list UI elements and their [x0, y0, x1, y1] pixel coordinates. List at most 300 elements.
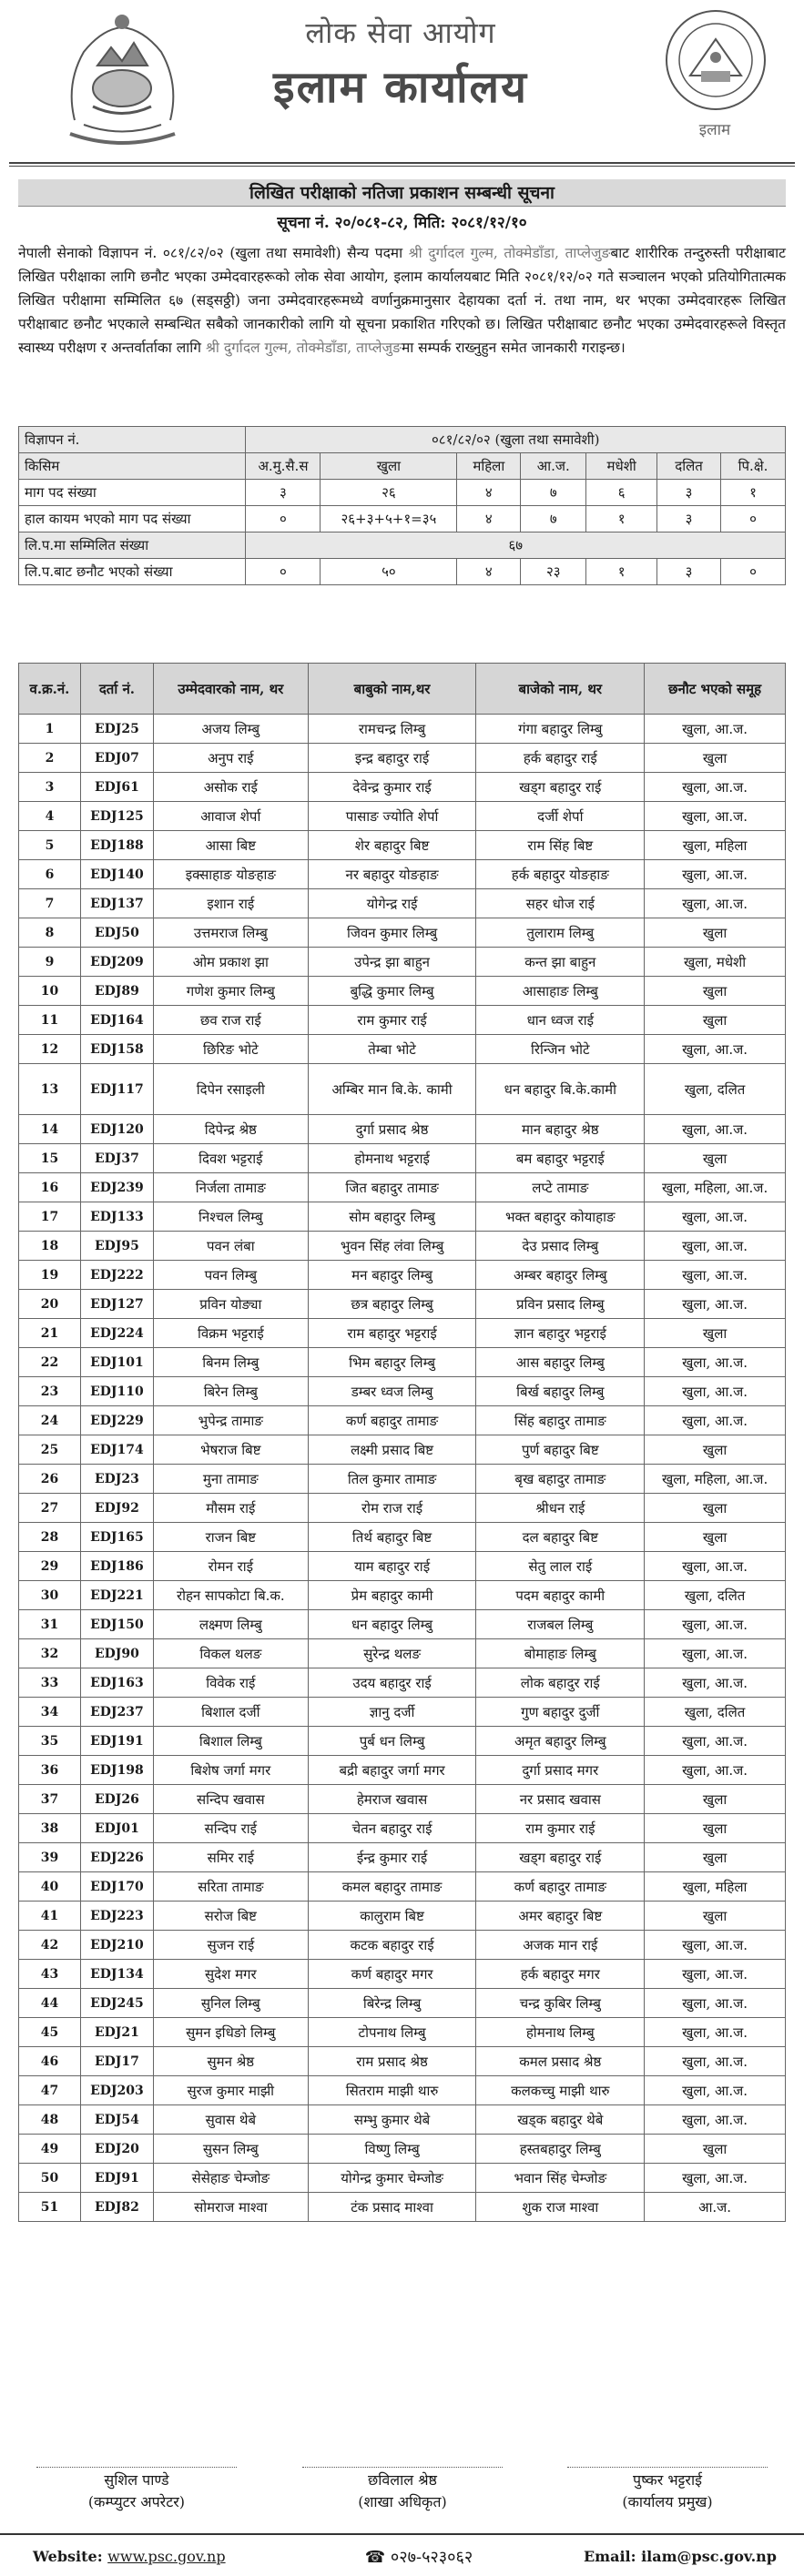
roll-no: EDJ224 — [80, 1319, 153, 1348]
candidate-name: बिशाल दर्जी — [153, 1698, 308, 1727]
table-row — [19, 1290, 786, 1319]
roll-no: EDJ210 — [80, 1931, 153, 1960]
selected-group: खुला, आ.ज. — [645, 1035, 786, 1064]
selected-group: खुला — [645, 744, 786, 773]
table-row — [19, 1552, 786, 1581]
roll-no: EDJ150 — [80, 1610, 153, 1639]
candidate-name: आसा बिष्ट — [153, 831, 308, 860]
grandfather-name: कन्त झा बाहुन — [476, 948, 645, 977]
selected-group: खुला — [645, 1902, 786, 1931]
candidate-name: सुमन इधिङो लिम्बु — [153, 2018, 308, 2047]
header-divider — [9, 162, 795, 167]
website-link[interactable]: www.psc.gov.np — [107, 2548, 226, 2565]
roll-no: EDJ07 — [80, 744, 153, 773]
email-link[interactable]: ilam@psc.gov.np — [641, 2548, 777, 2565]
email: Email: ilam@psc.gov.np — [583, 2548, 777, 2565]
serial-no: 17 — [19, 1202, 81, 1232]
candidate-name: निर्जला तामाङ — [153, 1173, 308, 1202]
roll-no: EDJ209 — [80, 948, 153, 977]
table-row — [19, 1202, 786, 1232]
father-name: राम प्रसाद श्रेष्ठ — [308, 2047, 476, 2076]
grandfather-name: सिंह बहादुर तामाङ — [476, 1406, 645, 1435]
grandfather-name: पुर्ण बहादुर बिष्ट — [476, 1435, 645, 1465]
candidate-name: इशान राई — [153, 889, 308, 918]
grandfather-name: होमनाथ लिम्बु — [476, 2018, 645, 2047]
grandfather-name: राजबल लिम्बु — [476, 1610, 645, 1639]
roll-no: EDJ226 — [80, 1843, 153, 1872]
roll-no: EDJ101 — [80, 1348, 153, 1377]
grandfather-name: बृख बहादुर तामाङ — [476, 1465, 645, 1494]
serial-no: 30 — [19, 1581, 81, 1610]
candidate-name: रोहन सापकोटा बि.क. — [153, 1581, 308, 1610]
candidate-name: दिवश भट्टराई — [153, 1144, 308, 1173]
table-row — [19, 802, 786, 831]
serial-no: 4 — [19, 802, 81, 831]
grandfather-name: धान ध्वज राई — [476, 1006, 645, 1035]
signature-2: छविलाल श्रेष्ठ (शाखा अधिकृत) — [284, 2467, 521, 2513]
serial-no: 18 — [19, 1232, 81, 1261]
table-row — [19, 1581, 786, 1610]
table-row — [19, 715, 786, 744]
grandfather-name: श्रीधन राई — [476, 1494, 645, 1523]
table-row — [19, 1115, 786, 1144]
roll-no: EDJ221 — [80, 1581, 153, 1610]
table-row — [19, 1232, 786, 1261]
father-name: ज्ञानु दर्जी — [308, 1698, 476, 1727]
roll-no: EDJ223 — [80, 1902, 153, 1931]
table-row — [19, 1377, 786, 1406]
selected-group: खुला, आ.ज. — [645, 1931, 786, 1960]
father-name: टोपनाथ लिम्बु — [308, 2018, 476, 2047]
candidate-name: पवन लिम्बु — [153, 1261, 308, 1290]
selected-group: खुला, आ.ज. — [645, 1202, 786, 1232]
father-name: मन बहादुर लिम्बु — [308, 1261, 476, 1290]
selected-group: खुला — [645, 1319, 786, 1348]
candidate-name: असोक राई — [153, 773, 308, 802]
table-row — [19, 860, 786, 889]
grandfather-name: नर प्रसाद खवास — [476, 1785, 645, 1814]
grandfather-name: खड्ग बहादुर राई — [476, 1843, 645, 1872]
candidate-name: इक्साहाङ योङहाङ — [153, 860, 308, 889]
psc-logo-icon — [663, 7, 768, 117]
candidate-name: राजन बिष्ट — [153, 1523, 308, 1552]
grandfather-name: मान बहादुर श्रेष्ठ — [476, 1115, 645, 1144]
grandfather-name: प्रविन प्रसाद लिम्बु — [476, 1290, 645, 1319]
father-name: राम कुमार राई — [308, 1006, 476, 1035]
grandfather-name: अजक मान राई — [476, 1931, 645, 1960]
grandfather-name: आस बहादुर लिम्बु — [476, 1348, 645, 1377]
father-name: हेमराज खवास — [308, 1785, 476, 1814]
table-row: हाल कायम भएको माग पद संख्या ० २६+३+५+१=३५ ४ ७ १ ३ ० — [19, 506, 786, 532]
candidate-name: पवन लंबा — [153, 1232, 308, 1261]
father-name: जित बहादुर तामाङ — [308, 1173, 476, 1202]
roll-no: EDJ186 — [80, 1552, 153, 1581]
father-name: अम्बिर मान बि.के. कामी — [308, 1064, 476, 1115]
candidate-name: प्रविन योङ्या — [153, 1290, 308, 1319]
father-name: उदय बहादुर राई — [308, 1668, 476, 1698]
father-name: सितराम माझी थारु — [308, 2076, 476, 2105]
table-row — [19, 1668, 786, 1698]
selected-group: खुला, आ.ज. — [645, 2047, 786, 2076]
serial-no: 28 — [19, 1523, 81, 1552]
table-row — [19, 918, 786, 948]
serial-no: 14 — [19, 1115, 81, 1144]
candidate-name: सुनिल लिम्बु — [153, 1989, 308, 2018]
table-row — [19, 1406, 786, 1435]
selected-group: खुला, आ.ज. — [645, 1377, 786, 1406]
table-row — [19, 1727, 786, 1756]
phone: ☎ ०२७-५२३०६२ — [364, 2548, 473, 2567]
selected-group: खुला, आ.ज. — [645, 860, 786, 889]
roll-no: EDJ26 — [80, 1785, 153, 1814]
father-name: कमल बहादुर तामाङ — [308, 1872, 476, 1902]
candidate-name: मुना तामाङ — [153, 1465, 308, 1494]
office-name: इलाम कार्यालय — [273, 62, 528, 113]
serial-no: 45 — [19, 2018, 81, 2047]
candidate-name: दिपेन्द्र श्रेष्ठ — [153, 1115, 308, 1144]
candidate-name: विकल थलङ — [153, 1639, 308, 1668]
candidate-name: सुवास थेबे — [153, 2105, 308, 2135]
table-row — [19, 744, 786, 773]
candidate-name: सरोज बिष्ट — [153, 1902, 308, 1931]
selected-group: खुला, दलित — [645, 1581, 786, 1610]
grandfather-name: खड्क बहादुर थेबे — [476, 2105, 645, 2135]
father-name: कर्ण बहादुर मगर — [308, 1960, 476, 1989]
father-name: तेम्बा भोटे — [308, 1035, 476, 1064]
candidate-name: छव राज राई — [153, 1006, 308, 1035]
roll-no: EDJ134 — [80, 1960, 153, 1989]
vacancy-summary-table — [18, 426, 786, 585]
signature-block — [18, 2467, 786, 2530]
selected-group: खुला, महिला — [645, 1872, 786, 1902]
candidate-name: सुरज कुमार माझी — [153, 2076, 308, 2105]
serial-no: 36 — [19, 1756, 81, 1785]
serial-no: 35 — [19, 1727, 81, 1756]
candidate-name: भुपेन्द्र तामाङ — [153, 1406, 308, 1435]
selected-group: खुला, आ.ज. — [645, 1406, 786, 1435]
serial-no: 37 — [19, 1785, 81, 1814]
table-row — [19, 2164, 786, 2193]
candidate-name: सेसेहाङ चेम्जोङ — [153, 2164, 308, 2193]
table-row — [19, 1785, 786, 1814]
selected-group: खुला, आ.ज. — [645, 715, 786, 744]
serial-no: 6 — [19, 860, 81, 889]
roll-no: EDJ174 — [80, 1435, 153, 1465]
grandfather-name: गुण बहादुर दुर्जी — [476, 1698, 645, 1727]
serial-no: 3 — [19, 773, 81, 802]
table-row — [19, 427, 786, 453]
roll-no: EDJ137 — [80, 889, 153, 918]
candidate-name: छिरिङ भोटे — [153, 1035, 308, 1064]
table-row — [19, 1523, 786, 1552]
org-name: लोक सेवा आयोग — [305, 15, 496, 50]
roll-no: EDJ82 — [80, 2193, 153, 2222]
serial-no: 50 — [19, 2164, 81, 2193]
candidate-name: सुमन श्रेष्ठ — [153, 2047, 308, 2076]
grandfather-name: रिन्जिन भोटे — [476, 1035, 645, 1064]
table-row — [19, 1931, 786, 1960]
selected-group: खुला, आ.ज. — [645, 802, 786, 831]
signature-1: सुशिल पाण्डे (कम्प्युटर अपरेटर) — [18, 2467, 255, 2513]
table-row — [19, 1465, 786, 1494]
selected-group: खुला, आ.ज. — [645, 1610, 786, 1639]
roll-no: EDJ170 — [80, 1872, 153, 1902]
father-name: चेतन बहादुर राई — [308, 1814, 476, 1843]
roll-no: EDJ158 — [80, 1035, 153, 1064]
table-row — [19, 773, 786, 802]
page-footer — [0, 2533, 804, 2576]
table-row — [19, 1035, 786, 1064]
father-name: कर्ण बहादुर तामाङ — [308, 1406, 476, 1435]
serial-no: 16 — [19, 1173, 81, 1202]
roll-no: EDJ37 — [80, 1144, 153, 1173]
roll-no: EDJ133 — [80, 1202, 153, 1232]
roll-no: EDJ188 — [80, 831, 153, 860]
roll-no: EDJ90 — [80, 1639, 153, 1668]
candidate-name: अजय लिम्बु — [153, 715, 308, 744]
father-name: पासाङ ज्योति शेर्पा — [308, 802, 476, 831]
table-row — [19, 1173, 786, 1202]
col-header: छनौट भएको समूह — [645, 664, 786, 715]
candidate-name: रोमन राई — [153, 1552, 308, 1581]
grandfather-name: अमृत बहादुर लिम्बु — [476, 1727, 645, 1756]
serial-no: 11 — [19, 1006, 81, 1035]
serial-no: 31 — [19, 1610, 81, 1639]
selected-group: खुला, आ.ज. — [645, 1552, 786, 1581]
father-name: शेर बहादुर बिष्ट — [308, 831, 476, 860]
col-header: बाजेको नाम, थर — [476, 664, 645, 715]
table-row — [19, 1756, 786, 1785]
candidate-name: अनुप राई — [153, 744, 308, 773]
roll-no: EDJ110 — [80, 1377, 153, 1406]
grandfather-name: अम्बर बहादुर लिम्बु — [476, 1261, 645, 1290]
notice-title: लिखित परीक्षाको नतिजा प्रकाशन सम्बन्धी सूचना — [18, 179, 786, 207]
grandfather-name: धन बहादुर बि.के.कामी — [476, 1064, 645, 1115]
selected-group: खुला, आ.ज. — [645, 1989, 786, 2018]
table-row — [19, 1698, 786, 1727]
selected-group: खुला — [645, 1144, 786, 1173]
table-row — [19, 1843, 786, 1872]
father-name: धन बहादुर लिम्बु — [308, 1610, 476, 1639]
selected-group: खुला, महिला, आ.ज. — [645, 1173, 786, 1202]
roll-no: EDJ61 — [80, 773, 153, 802]
roll-no: EDJ23 — [80, 1465, 153, 1494]
roll-no: EDJ21 — [80, 2018, 153, 2047]
table-row — [19, 1144, 786, 1173]
father-name: तिल कुमार तामाङ — [308, 1465, 476, 1494]
father-name: कटक बहादुर राई — [308, 1931, 476, 1960]
grandfather-name: आसाहाङ लिम्बु — [476, 977, 645, 1006]
table-row: लि.प.मा सम्मिलित संख्या ६७ — [19, 532, 786, 559]
table-row: किसिम अ.मु.सै.स खुला महिला आ.ज. मधेशी दलित पि.क्षे. — [19, 453, 786, 480]
selected-group: खुला, आ.ज. — [645, 1727, 786, 1756]
table-row — [19, 831, 786, 860]
serial-no: 49 — [19, 2135, 81, 2164]
adv-label: विज्ञापन नं. — [19, 427, 246, 453]
serial-no: 13 — [19, 1064, 81, 1115]
selected-group: खुला, महिला, आ.ज. — [645, 1465, 786, 1494]
table-row — [19, 1006, 786, 1035]
father-name: रामचन्द्र लिम्बु — [308, 715, 476, 744]
roll-no: EDJ140 — [80, 860, 153, 889]
table-row — [19, 2076, 786, 2105]
grandfather-name: हर्क बहादुर योङहाङ — [476, 860, 645, 889]
serial-no: 21 — [19, 1319, 81, 1348]
selected-group: खुला, महिला — [645, 831, 786, 860]
father-name: सोम बहादुर लिम्बु — [308, 1202, 476, 1232]
roll-no: EDJ25 — [80, 715, 153, 744]
father-name: लक्ष्मी प्रसाद बिष्ट — [308, 1435, 476, 1465]
grandfather-name: गंगा बहादुर लिम्बु — [476, 715, 645, 744]
selected-group: खुला, आ.ज. — [645, 1261, 786, 1290]
serial-no: 38 — [19, 1814, 81, 1843]
roll-no: EDJ239 — [80, 1173, 153, 1202]
table-header-row — [19, 664, 786, 715]
grandfather-name: हर्क बहादुर मगर — [476, 1960, 645, 1989]
selected-group: खुला — [645, 1006, 786, 1035]
candidate-name: आवाज शेर्पा — [153, 802, 308, 831]
father-name: पुर्ब धन लिम्बु — [308, 1727, 476, 1756]
roll-no: EDJ117 — [80, 1064, 153, 1115]
father-name: बद्री बहादुर जर्गा मगर — [308, 1756, 476, 1785]
notice-number: सूचना नं. २०/०८१-८२, मिति: २०८१/१२/१० — [277, 214, 527, 232]
roll-no: EDJ54 — [80, 2105, 153, 2135]
website: Website: www.psc.gov.np — [33, 2548, 226, 2565]
roll-no: EDJ163 — [80, 1668, 153, 1698]
table-row — [19, 1639, 786, 1668]
grandfather-name: अमर बहादुर बिष्ट — [476, 1902, 645, 1931]
table-row — [19, 1989, 786, 2018]
selected-group: खुला — [645, 977, 786, 1006]
father-name: टंक प्रसाद माश्वा — [308, 2193, 476, 2222]
candidate-name: सन्दिप राई — [153, 1814, 308, 1843]
table-row — [19, 1814, 786, 1843]
candidate-name: दिपेन रसाइली — [153, 1064, 308, 1115]
father-name: उपेन्द्र झा बाहुन — [308, 948, 476, 977]
table-row: लि.प.बाट छनौट भएको संख्या ० ५० ४ २३ १ ३ ० — [19, 559, 786, 585]
father-name: जिवन कुमार लिम्बु — [308, 918, 476, 948]
col-header: व.क्र.नं. — [19, 664, 81, 715]
candidate-name: बिशाल लिम्बु — [153, 1727, 308, 1756]
selected-group: खुला, आ.ज. — [645, 2164, 786, 2193]
serial-no: 20 — [19, 1290, 81, 1319]
candidate-name: सुदेश मगर — [153, 1960, 308, 1989]
selected-group: खुला, आ.ज. — [645, 1290, 786, 1319]
serial-no: 41 — [19, 1902, 81, 1931]
table-row — [19, 2105, 786, 2135]
col-header: बाबुको नाम,थर — [308, 664, 476, 715]
candidate-name: ओम प्रकाश झा — [153, 948, 308, 977]
roll-no: EDJ237 — [80, 1698, 153, 1727]
roll-no: EDJ17 — [80, 2047, 153, 2076]
selected-group: खुला, मधेशी — [645, 948, 786, 977]
serial-no: 46 — [19, 2047, 81, 2076]
serial-no: 25 — [19, 1435, 81, 1465]
serial-no: 51 — [19, 2193, 81, 2222]
grandfather-name: कर्ण बहादुर तामाङ — [476, 1872, 645, 1902]
roll-no: EDJ198 — [80, 1756, 153, 1785]
serial-no: 39 — [19, 1843, 81, 1872]
selected-group: खुला, आ.ज. — [645, 1348, 786, 1377]
serial-no: 22 — [19, 1348, 81, 1377]
candidate-name: बिनम लिम्बु — [153, 1348, 308, 1377]
roll-no: EDJ120 — [80, 1115, 153, 1144]
selected-group: खुला, आ.ज. — [645, 1756, 786, 1785]
serial-no: 34 — [19, 1698, 81, 1727]
selected-group: खुला, आ.ज. — [645, 889, 786, 918]
serial-no: 33 — [19, 1668, 81, 1698]
page-header — [0, 0, 804, 159]
grandfather-name: शुक राज माश्वा — [476, 2193, 645, 2222]
father-name: सुरेन्द्र थलङ — [308, 1639, 476, 1668]
serial-no: 47 — [19, 2076, 81, 2105]
candidate-name: समिर राई — [153, 1843, 308, 1872]
serial-no: 40 — [19, 1872, 81, 1902]
grandfather-name: भवान सिंह चेम्जोङ — [476, 2164, 645, 2193]
serial-no: 19 — [19, 1261, 81, 1290]
grandfather-name: बोमाहाङ लिम्बु — [476, 1639, 645, 1668]
selected-group: खुला — [645, 1785, 786, 1814]
table-row — [19, 977, 786, 1006]
results-table — [18, 663, 786, 2222]
grandfather-name: दुर्गा प्रसाद मगर — [476, 1756, 645, 1785]
roll-no: EDJ165 — [80, 1523, 153, 1552]
grandfather-name: सहर धोज राई — [476, 889, 645, 918]
candidate-name: बिशेष जर्गा मगर — [153, 1756, 308, 1785]
serial-no: 1 — [19, 715, 81, 744]
table-row — [19, 1872, 786, 1902]
father-name: डम्बर ध्वज लिम्बु — [308, 1377, 476, 1406]
col-header: दर्ता नं. — [80, 664, 153, 715]
serial-no: 42 — [19, 1931, 81, 1960]
selected-group: खुला — [645, 1843, 786, 1872]
candidate-name: सन्दिप खवास — [153, 1785, 308, 1814]
roll-no: EDJ127 — [80, 1290, 153, 1319]
grandfather-name: बम बहादुर भट्टराई — [476, 1144, 645, 1173]
grandfather-name: चन्द्र कुबिर लिम्बु — [476, 1989, 645, 2018]
serial-no: 7 — [19, 889, 81, 918]
selected-group: खुला — [645, 1814, 786, 1843]
serial-no: 8 — [19, 918, 81, 948]
table-row — [19, 1319, 786, 1348]
candidate-name: सरिता तामाङ — [153, 1872, 308, 1902]
father-name: रोम राज राई — [308, 1494, 476, 1523]
selected-group: खुला — [645, 1494, 786, 1523]
grandfather-name: हर्क बहादुर राई — [476, 744, 645, 773]
father-name: ईन्द्र कुमार राई — [308, 1843, 476, 1872]
selected-group: खुला, दलित — [645, 1698, 786, 1727]
grandfather-name: कमल प्रसाद श्रेष्ठ — [476, 2047, 645, 2076]
phone-icon: ☎ — [364, 2548, 386, 2567]
serial-no: 29 — [19, 1552, 81, 1581]
roll-no: EDJ89 — [80, 977, 153, 1006]
grandfather-name: सेतु लाल राई — [476, 1552, 645, 1581]
selected-group: खुला, आ.ज. — [645, 1668, 786, 1698]
roll-no: EDJ203 — [80, 2076, 153, 2105]
candidate-name: सुसन लिम्बु — [153, 2135, 308, 2164]
roll-no: EDJ91 — [80, 2164, 153, 2193]
serial-no: 2 — [19, 744, 81, 773]
serial-no: 32 — [19, 1639, 81, 1668]
roll-no: EDJ92 — [80, 1494, 153, 1523]
selected-group: खुला, दलित — [645, 1064, 786, 1115]
table-row — [19, 889, 786, 918]
serial-no: 10 — [19, 977, 81, 1006]
selected-group: खुला — [645, 1435, 786, 1465]
father-name: बिरेन्द्र लिम्बु — [308, 1989, 476, 2018]
candidate-name: भेषराज बिष्ट — [153, 1435, 308, 1465]
results-body — [19, 715, 786, 2222]
